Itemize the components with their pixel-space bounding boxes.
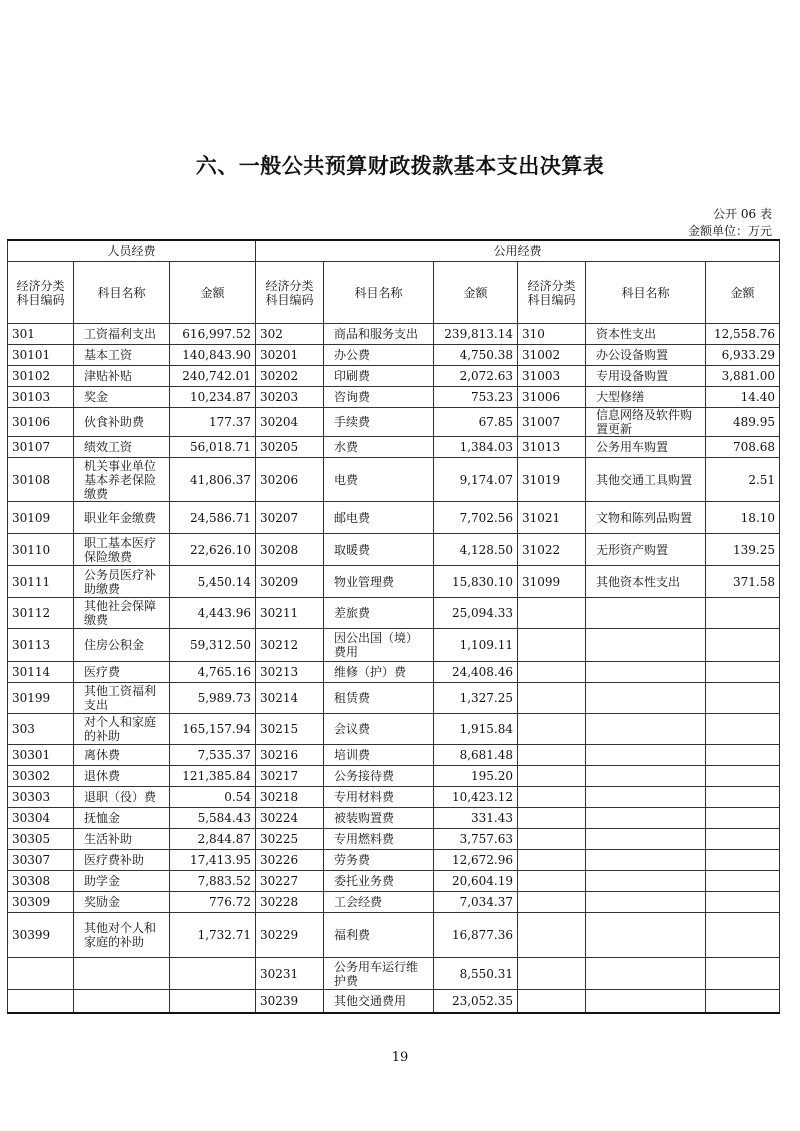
- cell-name: 住房公积金: [74, 629, 170, 662]
- cell-num: 4,750.38: [434, 345, 518, 366]
- table-row: [8, 387, 780, 408]
- cell-num: [706, 850, 780, 871]
- column-header: 科目名称: [586, 262, 706, 324]
- cell-name: 其他交通工具购置: [586, 458, 706, 502]
- cell-num: 9,174.07: [434, 458, 518, 502]
- cell-num: 177.37: [170, 408, 256, 437]
- cell-num: 239,813.14: [434, 324, 518, 345]
- cell-name: 医疗费补助: [74, 850, 170, 871]
- cell-code: 30399: [8, 913, 74, 958]
- cell-num: 489.95: [706, 408, 780, 437]
- cell-num: 23,052.35: [434, 990, 518, 1014]
- cell-num: 12,672.96: [434, 850, 518, 871]
- cell-name: 其他社会保障缴费: [74, 598, 170, 629]
- cell-name: 其他工资福利支出: [74, 683, 170, 714]
- cell-name: 租赁费: [324, 683, 434, 714]
- cell-name: 医疗费: [74, 662, 170, 683]
- cell-num: 6,933.29: [706, 345, 780, 366]
- cell-num: 17,413.95: [170, 850, 256, 871]
- cell-num: 140,843.90: [170, 345, 256, 366]
- cell-code: [518, 808, 586, 829]
- cell-num: 616,997.52: [170, 324, 256, 345]
- cell-name: 奖励金: [74, 892, 170, 913]
- cell-num: [706, 598, 780, 629]
- cell-code: 30214: [256, 683, 324, 714]
- cell-num: [170, 990, 256, 1014]
- cell-name: 其他交通费用: [324, 990, 434, 1014]
- table-row: [8, 437, 780, 458]
- cell-num: 22,626.10: [170, 534, 256, 566]
- cell-name: [586, 892, 706, 913]
- cell-name: 大型修缮: [586, 387, 706, 408]
- cell-num: [706, 871, 780, 892]
- cell-name: 商品和服务支出: [324, 324, 434, 345]
- cell-name: 其他对个人和家庭的补助: [74, 913, 170, 958]
- cell-name: 绩效工资: [74, 437, 170, 458]
- cell-num: 331.43: [434, 808, 518, 829]
- cell-code: 30112: [8, 598, 74, 629]
- cell-num: 7,535.37: [170, 745, 256, 766]
- cell-code: 30205: [256, 437, 324, 458]
- cell-num: [706, 808, 780, 829]
- cell-num: 4,765.16: [170, 662, 256, 683]
- table-row: [8, 458, 780, 502]
- cell-num: 2,072.63: [434, 366, 518, 387]
- cell-name: 公务接待费: [324, 766, 434, 787]
- cell-num: 4,128.50: [434, 534, 518, 566]
- cell-code: [518, 787, 586, 808]
- cell-code: 30113: [8, 629, 74, 662]
- table-row: [8, 662, 780, 683]
- table-row: [8, 990, 780, 1014]
- cell-num: 3,757.63: [434, 829, 518, 850]
- cell-name: 手续费: [324, 408, 434, 437]
- page-title: 六、一般公共预算财政拨款基本支出决算表: [195, 154, 605, 178]
- cell-num: 195.20: [434, 766, 518, 787]
- cell-name: 委托业务费: [324, 871, 434, 892]
- cell-name: [586, 662, 706, 683]
- cell-name: 无形资产购置: [586, 534, 706, 566]
- cell-code: 31007: [518, 408, 586, 437]
- cell-num: 2,844.87: [170, 829, 256, 850]
- cell-code: [518, 829, 586, 850]
- cell-code: 30301: [8, 745, 74, 766]
- cell-name: 抚恤金: [74, 808, 170, 829]
- cell-name: 培训费: [324, 745, 434, 766]
- cell-num: 1,384.03: [434, 437, 518, 458]
- cell-name: 公务用车运行维护费: [324, 958, 434, 990]
- table-row: [8, 629, 780, 662]
- cell-code: [518, 990, 586, 1014]
- cell-name: 奖金: [74, 387, 170, 408]
- table-row: [8, 808, 780, 829]
- cell-num: 1,915.84: [434, 714, 518, 745]
- cell-name: [586, 683, 706, 714]
- cell-name: 因公出国（境）费用: [324, 629, 434, 662]
- cell-code: 303: [8, 714, 74, 745]
- cell-num: [706, 829, 780, 850]
- cell-code: 30305: [8, 829, 74, 850]
- cell-name: 工资福利支出: [74, 324, 170, 345]
- cell-code: [518, 662, 586, 683]
- cell-code: 30212: [256, 629, 324, 662]
- cell-name: [586, 787, 706, 808]
- cell-code: 30109: [8, 502, 74, 534]
- cell-num: [706, 958, 780, 990]
- cell-name: [586, 850, 706, 871]
- cell-num: 5,989.73: [170, 683, 256, 714]
- cell-name: 信息网络及软件购置更新: [586, 408, 706, 437]
- cell-name: 助学金: [74, 871, 170, 892]
- cell-name: 取暖费: [324, 534, 434, 566]
- cell-code: 30111: [8, 566, 74, 598]
- cell-name: 办公设备购置: [586, 345, 706, 366]
- cell-code: 30302: [8, 766, 74, 787]
- cell-code: 30216: [256, 745, 324, 766]
- cell-code: [518, 629, 586, 662]
- cell-code: 31022: [518, 534, 586, 566]
- table-row: [8, 324, 780, 345]
- cell-name: 电费: [324, 458, 434, 502]
- cell-num: 4,443.96: [170, 598, 256, 629]
- cell-code: 30202: [256, 366, 324, 387]
- table-row: [8, 502, 780, 534]
- cell-name: [586, 871, 706, 892]
- table-row: [8, 766, 780, 787]
- cell-code: 30211: [256, 598, 324, 629]
- cell-code: 30218: [256, 787, 324, 808]
- cell-num: 7,034.37: [434, 892, 518, 913]
- cell-name: 其他资本性支出: [586, 566, 706, 598]
- table-row: [8, 892, 780, 913]
- cell-code: 30110: [8, 534, 74, 566]
- cell-code: 30208: [256, 534, 324, 566]
- cell-name: [586, 745, 706, 766]
- cell-code: 30229: [256, 913, 324, 958]
- cell-name: 福利费: [324, 913, 434, 958]
- cell-name: 被装购置费: [324, 808, 434, 829]
- cell-num: 5,584.43: [170, 808, 256, 829]
- cell-code: [8, 958, 74, 990]
- cell-code: [518, 892, 586, 913]
- cell-num: 24,408.46: [434, 662, 518, 683]
- cell-num: 7,702.56: [434, 502, 518, 534]
- column-header: 金额: [170, 262, 256, 324]
- cell-num: 67.85: [434, 408, 518, 437]
- cell-code: 31019: [518, 458, 586, 502]
- column-header: 科目名称: [74, 262, 170, 324]
- cell-code: 30207: [256, 502, 324, 534]
- column-header: 经济分类科目编码: [8, 262, 74, 324]
- cell-num: 165,157.94: [170, 714, 256, 745]
- table-row: [8, 958, 780, 990]
- table-row: [8, 787, 780, 808]
- cell-code: 310: [518, 324, 586, 345]
- cell-name: 退休费: [74, 766, 170, 787]
- cell-num: [706, 683, 780, 714]
- cell-name: 公务员医疗补助缴费: [74, 566, 170, 598]
- cell-code: [518, 683, 586, 714]
- cell-name: 邮电费: [324, 502, 434, 534]
- table-row: [8, 745, 780, 766]
- cell-num: 776.72: [170, 892, 256, 913]
- column-header: 经济分类科目编码: [518, 262, 586, 324]
- cell-name: 专用燃料费: [324, 829, 434, 850]
- cell-code: 30106: [8, 408, 74, 437]
- table-row: [8, 829, 780, 850]
- cell-code: 31006: [518, 387, 586, 408]
- cell-name: 物业管理费: [324, 566, 434, 598]
- cell-name: 公务用车购置: [586, 437, 706, 458]
- cell-name: 资本性支出: [586, 324, 706, 345]
- cell-num: 240,742.01: [170, 366, 256, 387]
- cell-num: 56,018.71: [170, 437, 256, 458]
- cell-num: [706, 662, 780, 683]
- table-row: [8, 913, 780, 958]
- cell-code: 30224: [256, 808, 324, 829]
- cell-code: 30108: [8, 458, 74, 502]
- cell-num: 25,094.33: [434, 598, 518, 629]
- cell-name: [586, 829, 706, 850]
- cell-num: 8,681.48: [434, 745, 518, 766]
- cell-code: 30209: [256, 566, 324, 598]
- table-row: [8, 871, 780, 892]
- table-row: [8, 408, 780, 437]
- cell-code: [518, 871, 586, 892]
- table-row: [8, 714, 780, 745]
- page-number: 19: [391, 1050, 409, 1065]
- cell-name: 咨询费: [324, 387, 434, 408]
- cell-num: [706, 766, 780, 787]
- cell-name: 专用材料费: [324, 787, 434, 808]
- table-row: [8, 345, 780, 366]
- cell-code: 30307: [8, 850, 74, 871]
- cell-num: 2.51: [706, 458, 780, 502]
- column-header: 科目名称: [324, 262, 434, 324]
- cell-code: 30101: [8, 345, 74, 366]
- cell-code: 31003: [518, 366, 586, 387]
- column-header: 经济分类科目编码: [256, 262, 324, 324]
- cell-code: 30239: [256, 990, 324, 1014]
- cell-num: 0.54: [170, 787, 256, 808]
- cell-num: 3,881.00: [706, 366, 780, 387]
- cell-code: [518, 598, 586, 629]
- cell-name: [586, 629, 706, 662]
- cell-name: 办公费: [324, 345, 434, 366]
- cell-name: [586, 958, 706, 990]
- table-row: [8, 534, 780, 566]
- cell-code: [518, 850, 586, 871]
- cell-name: 退职（役）费: [74, 787, 170, 808]
- cell-num: 753.23: [434, 387, 518, 408]
- expenditure-table: [7, 239, 780, 1014]
- cell-name: 离休费: [74, 745, 170, 766]
- table-row: [8, 598, 780, 629]
- cell-name: 生活补助: [74, 829, 170, 850]
- cell-code: 30102: [8, 366, 74, 387]
- cell-num: [170, 958, 256, 990]
- cell-name: 会议费: [324, 714, 434, 745]
- cell-num: 24,586.71: [170, 502, 256, 534]
- table-row: [8, 366, 780, 387]
- cell-num: 14.40: [706, 387, 780, 408]
- cell-code: 30201: [256, 345, 324, 366]
- cell-code: 30203: [256, 387, 324, 408]
- group-header-personnel: 人员经费: [8, 240, 256, 262]
- cell-num: 7,883.52: [170, 871, 256, 892]
- cell-code: 31021: [518, 502, 586, 534]
- cell-code: 30107: [8, 437, 74, 458]
- cell-num: 20,604.19: [434, 871, 518, 892]
- cell-code: 30227: [256, 871, 324, 892]
- cell-name: 印刷费: [324, 366, 434, 387]
- cell-name: 伙食补助费: [74, 408, 170, 437]
- cell-code: 30217: [256, 766, 324, 787]
- cell-num: [706, 714, 780, 745]
- column-header: 金额: [434, 262, 518, 324]
- cell-code: 30304: [8, 808, 74, 829]
- amount-unit: 金额单位：万元: [687, 224, 772, 238]
- cell-code: [518, 766, 586, 787]
- cell-name: 对个人和家庭的补助: [74, 714, 170, 745]
- cell-code: 30231: [256, 958, 324, 990]
- table-row: [8, 683, 780, 714]
- cell-code: 30303: [8, 787, 74, 808]
- cell-num: [706, 745, 780, 766]
- cell-name: [586, 766, 706, 787]
- cell-code: 30309: [8, 892, 74, 913]
- cell-name: [586, 913, 706, 958]
- cell-num: 5,450.14: [170, 566, 256, 598]
- cell-code: 30114: [8, 662, 74, 683]
- cell-code: 30228: [256, 892, 324, 913]
- cell-code: 31099: [518, 566, 586, 598]
- cell-code: 31002: [518, 345, 586, 366]
- cell-name: [586, 714, 706, 745]
- cell-num: [706, 629, 780, 662]
- form-number: 公开 06 表: [713, 207, 772, 221]
- cell-name: 差旅费: [324, 598, 434, 629]
- cell-num: 371.58: [706, 566, 780, 598]
- cell-name: 文物和陈列品购置: [586, 502, 706, 534]
- cell-code: 30213: [256, 662, 324, 683]
- cell-num: 8,550.31: [434, 958, 518, 990]
- cell-name: 职业年金缴费: [74, 502, 170, 534]
- cell-name: [586, 990, 706, 1014]
- cell-code: 30225: [256, 829, 324, 850]
- cell-num: [706, 913, 780, 958]
- cell-name: 维修（护）费: [324, 662, 434, 683]
- cell-num: 16,877.36: [434, 913, 518, 958]
- cell-num: 1,109.11: [434, 629, 518, 662]
- cell-num: 1,732.71: [170, 913, 256, 958]
- cell-name: 劳务费: [324, 850, 434, 871]
- cell-code: 31013: [518, 437, 586, 458]
- cell-code: 30226: [256, 850, 324, 871]
- cell-num: 708.68: [706, 437, 780, 458]
- cell-num: [706, 990, 780, 1014]
- cell-num: 15,830.10: [434, 566, 518, 598]
- cell-code: 30308: [8, 871, 74, 892]
- cell-code: 30215: [256, 714, 324, 745]
- column-header: 金额: [706, 262, 780, 324]
- cell-code: 30103: [8, 387, 74, 408]
- cell-num: 121,385.84: [170, 766, 256, 787]
- cell-num: [706, 787, 780, 808]
- cell-code: [8, 990, 74, 1014]
- cell-code: 30206: [256, 458, 324, 502]
- cell-num: 12,558.76: [706, 324, 780, 345]
- cell-name: 机关事业单位基本养老保险缴费: [74, 458, 170, 502]
- cell-code: 302: [256, 324, 324, 345]
- cell-num: 1,327.25: [434, 683, 518, 714]
- cell-name: 基本工资: [74, 345, 170, 366]
- cell-name: 水费: [324, 437, 434, 458]
- group-header-public: 公用经费: [256, 240, 780, 262]
- cell-code: [518, 714, 586, 745]
- cell-code: [518, 745, 586, 766]
- cell-name: 工会经费: [324, 892, 434, 913]
- cell-name: [586, 808, 706, 829]
- cell-num: 139.25: [706, 534, 780, 566]
- table-row: [8, 850, 780, 871]
- cell-code: [518, 958, 586, 990]
- cell-name: [586, 598, 706, 629]
- cell-code: 30204: [256, 408, 324, 437]
- cell-name: 专用设备购置: [586, 366, 706, 387]
- cell-code: 30199: [8, 683, 74, 714]
- cell-code: [518, 913, 586, 958]
- cell-name: 津贴补贴: [74, 366, 170, 387]
- cell-name: [74, 990, 170, 1014]
- cell-num: 59,312.50: [170, 629, 256, 662]
- table-row: [8, 566, 780, 598]
- cell-code: 301: [8, 324, 74, 345]
- cell-num: [706, 892, 780, 913]
- cell-num: 10,234.87: [170, 387, 256, 408]
- cell-name: 职工基本医疗保险缴费: [74, 534, 170, 566]
- cell-num: 10,423.12: [434, 787, 518, 808]
- cell-num: 41,806.37: [170, 458, 256, 502]
- cell-num: 18.10: [706, 502, 780, 534]
- cell-name: [74, 958, 170, 990]
